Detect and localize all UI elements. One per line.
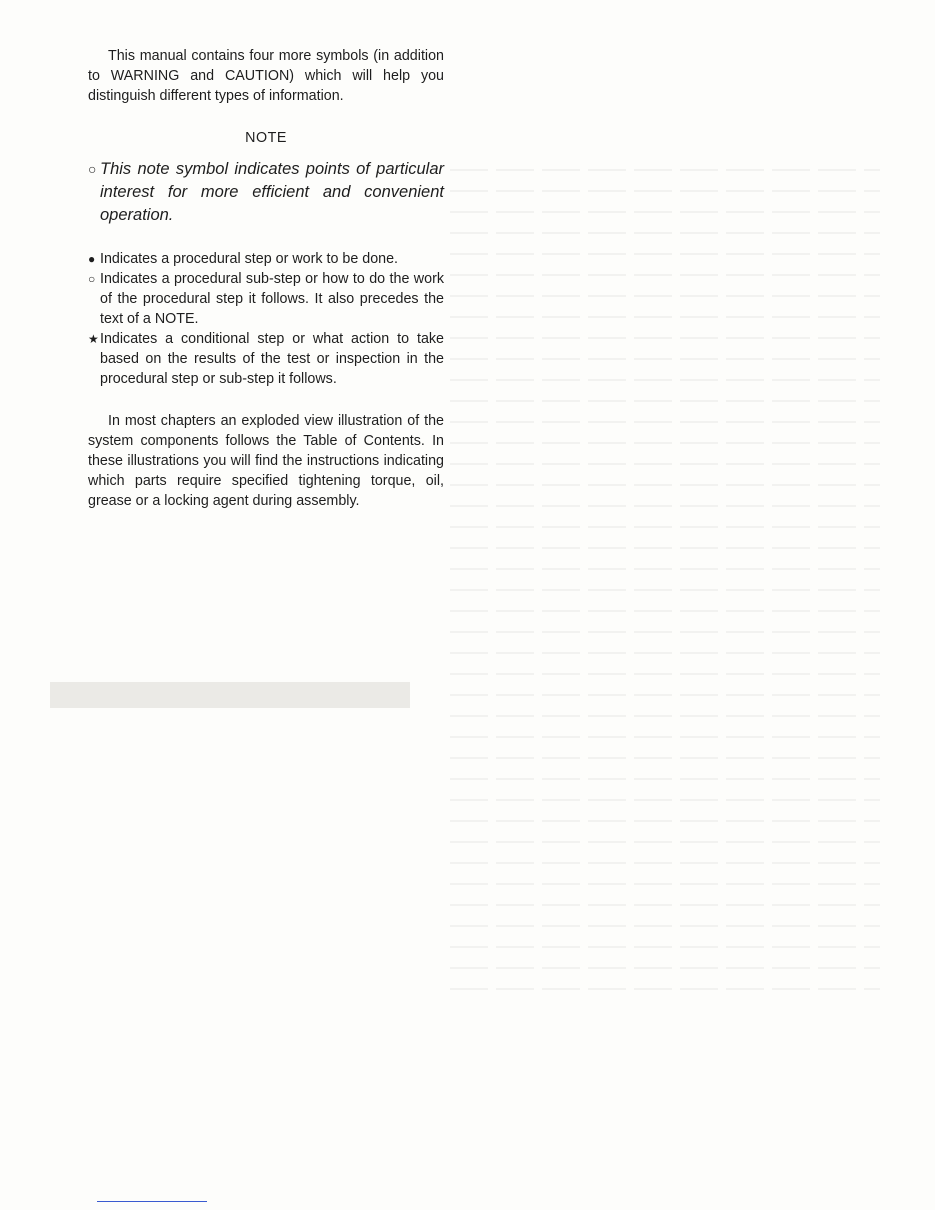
list-item-text: Indicates a procedural sub-step or how to do the work of the procedural step it follows. It also precedes the text of a NOTE.	[100, 271, 444, 327]
footer-rule	[97, 1201, 207, 1202]
hollow-circle-icon: ○	[88, 272, 96, 286]
symbol-list	[88, 249, 444, 389]
list-item	[88, 329, 444, 389]
list-item-text: Indicates a procedural step or work to be done.	[100, 251, 399, 267]
bleed-through-text	[450, 160, 880, 1000]
intro-paragraph: This manual contains four more symbols (in addition to WARNING and CAUTION) which will help you distinguish different types of information.	[88, 48, 444, 104]
filled-circle-icon: ●	[88, 252, 96, 266]
text-column	[88, 46, 444, 511]
note-text: This note symbol indicates points of particular interest for more efficient and convenient operation.	[100, 160, 444, 224]
note-block	[88, 158, 444, 227]
list-item	[88, 269, 444, 329]
note-heading: NOTE	[245, 130, 287, 146]
list-item	[88, 249, 444, 269]
exploded-view-paragraph: In most chapters an exploded view illustration of the system components follows the Table of Contents. In these illustrations you will find the instructions indicating which parts require specified tightening torque, oil, grease or a locking agent during assembly.	[88, 413, 444, 509]
star-icon: ★	[88, 332, 99, 346]
hollow-circle-icon: ○	[88, 161, 97, 177]
list-item-text: Indicates a conditional step or what action to take based on the results of the test or inspection in the procedural step or sub-step it follows.	[100, 331, 444, 387]
bleed-through-band	[50, 682, 410, 708]
